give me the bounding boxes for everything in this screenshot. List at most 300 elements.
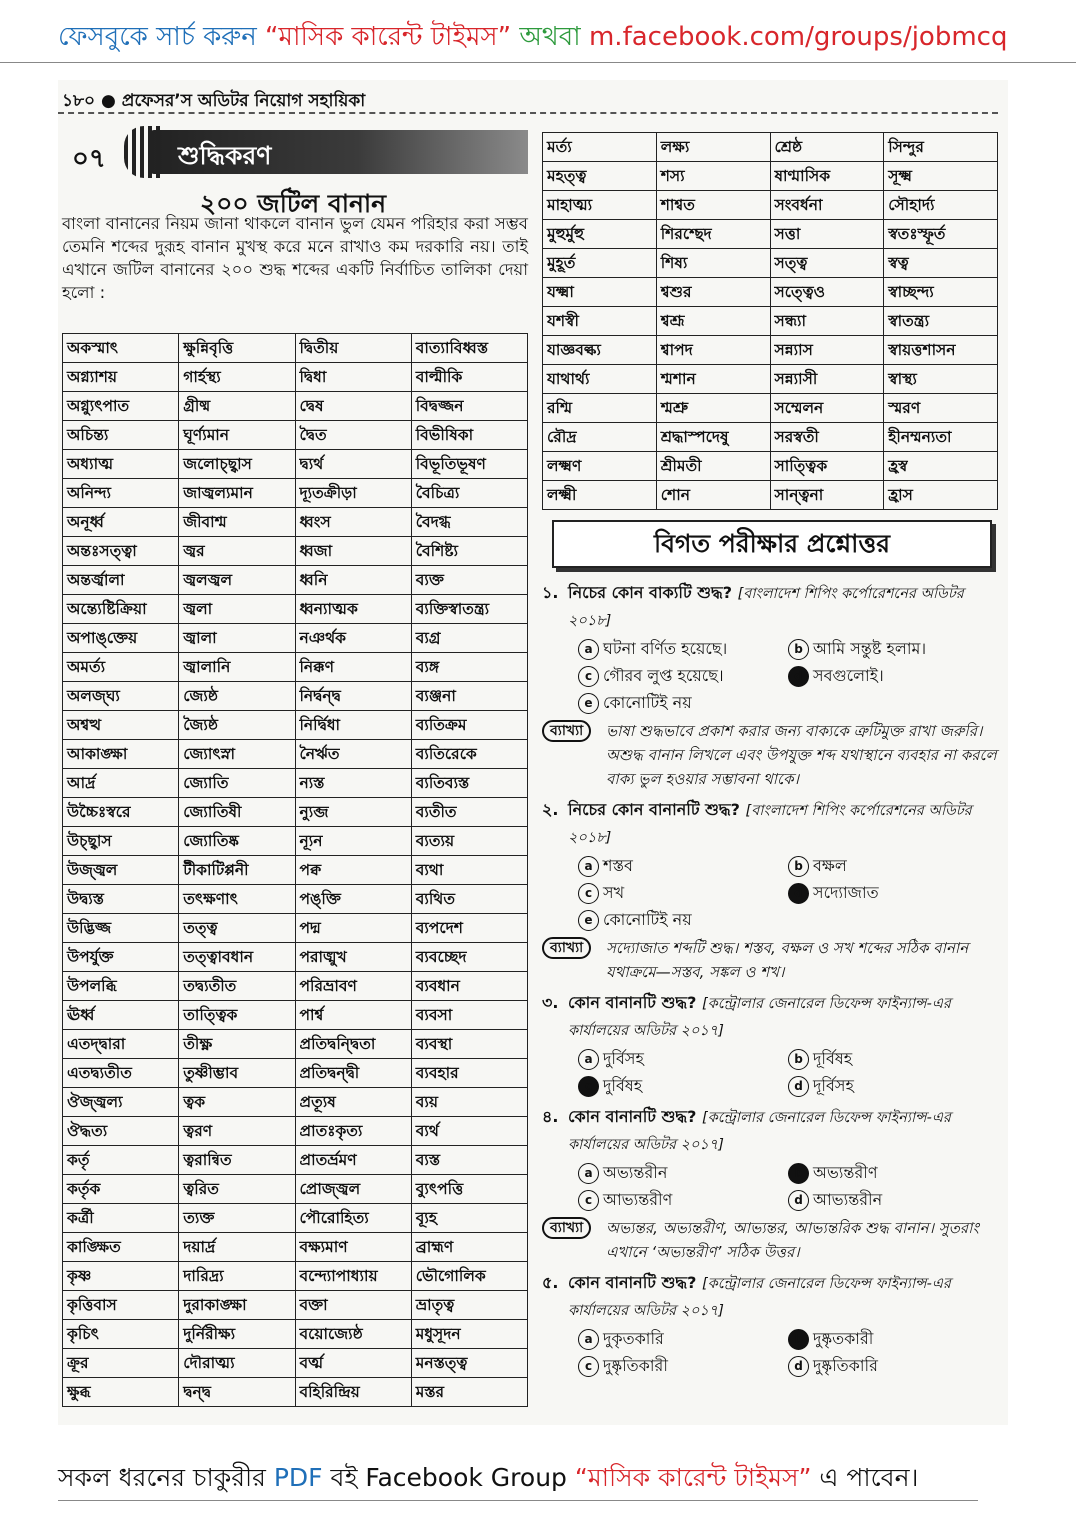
table-row <box>63 1001 528 1030</box>
answer-option <box>788 1074 998 1098</box>
word-cell: গ্রীষ্ম <box>179 392 295 421</box>
word-cell: জাজ্বল্যমান <box>179 479 295 508</box>
table-row <box>543 249 998 278</box>
table-row <box>543 191 998 220</box>
word-cell: ব্যঞ্জনা <box>411 682 527 711</box>
section-number: ০৭ <box>72 144 106 174</box>
word-cell: অলজ্ঘ্য <box>63 682 179 711</box>
question-text: নিচের কোন বানানটি শুদ্ধ? <box>568 800 740 819</box>
correct-answer-dot-icon: d <box>788 666 809 687</box>
word-cell: অকস্মাৎ <box>63 334 179 363</box>
word-cell: কৃষ্ণ <box>63 1262 179 1291</box>
option-text: বক্ষল <box>813 856 847 875</box>
word-cell: পরিভ্রাবণ <box>295 972 411 1001</box>
word-cell: শ্বশুর <box>656 278 770 307</box>
option-letter-circle-icon: b <box>788 856 809 877</box>
table-row <box>63 421 528 450</box>
header-divider <box>58 112 998 114</box>
answer-option <box>578 1161 788 1185</box>
bottom-banner-pdf: PDF <box>273 1463 323 1492</box>
word-cell: এতদ্দ্বারা <box>63 1030 179 1059</box>
option-text: অভ্যন্তরীন <box>603 1163 668 1182</box>
word-cell: সন্ধ্যা <box>770 307 884 336</box>
word-cell: ষাণ্মাসিক <box>770 162 884 191</box>
table-row <box>63 653 528 682</box>
option-text: ঘটনা বর্ণিত হয়েছে। <box>603 639 728 658</box>
word-cell: ধ্বংস <box>295 508 411 537</box>
word-cell: যাথার্থ্য <box>543 365 657 394</box>
table-row <box>63 392 528 421</box>
table-row <box>63 1030 528 1059</box>
table-row <box>543 220 998 249</box>
word-cell: ক্রূর <box>63 1349 179 1378</box>
word-cell: ক্ষুন্নিবৃত্তি <box>179 334 295 363</box>
question-source: [বাংলাদেশ শিপিং কর্পোরেশনের অডিটর ২০১৮] <box>568 803 972 846</box>
top-banner-text <box>58 16 1007 60</box>
word-cell: ব্রাহ্মণ <box>411 1233 527 1262</box>
question-text: কোন বানানটি শুদ্ধ? <box>568 1273 697 1292</box>
word-cell: সত্ত্ব <box>770 249 884 278</box>
word-cell: ধ্বন্যাত্মক <box>295 595 411 624</box>
word-cell: শ্মশ্রু <box>656 394 770 423</box>
top-banner-or: অথবা <box>519 22 581 52</box>
option-text: সবগুলোই। <box>813 666 884 685</box>
option-letter-circle-icon: a <box>578 856 599 877</box>
table-row <box>63 1088 528 1117</box>
question-number: ১. <box>542 583 559 602</box>
word-cell: উজ্জ্বল <box>63 856 179 885</box>
table-row <box>63 1059 528 1088</box>
word-cell: যক্ষ্মা <box>543 278 657 307</box>
word-cell: সরস্বতী <box>770 423 884 452</box>
word-cell: ঊর্ধ্ব <box>63 1001 179 1030</box>
answer-option <box>578 854 788 878</box>
word-cell: মাহাত্ম্য <box>543 191 657 220</box>
word-cell: প্রোজ্জ্বল <box>295 1175 411 1204</box>
word-cell: কৃত্তিবাস <box>63 1291 179 1320</box>
word-cell: ভ্রাতৃত্ব <box>411 1291 527 1320</box>
explanation <box>542 936 998 984</box>
word-cell: অচিন্ত্য <box>63 421 179 450</box>
answer-option <box>788 1354 998 1378</box>
word-cell: ত্যক্ত <box>179 1204 295 1233</box>
word-cell: রশ্মি <box>543 394 657 423</box>
table-row <box>63 1204 528 1233</box>
table-row <box>63 595 528 624</box>
word-cell: মস্তর <box>411 1378 527 1407</box>
word-cell: প্রাতর্ভ্রমণ <box>295 1146 411 1175</box>
word-cell: ব্যতিরেকে <box>411 740 527 769</box>
bottom-banner-text-1: সকল ধরনের চাকুরীর <box>58 1463 266 1492</box>
word-cell: ন্যুব্জ <box>295 798 411 827</box>
question-number: ৩. <box>542 993 559 1012</box>
word-cell: ব্যবহার <box>411 1059 527 1088</box>
answer-option <box>578 1188 788 1212</box>
explanation <box>542 1216 998 1264</box>
word-cell: পরাঙ্মুখ <box>295 943 411 972</box>
table-row <box>543 394 998 423</box>
word-cell: অন্ত্যেষ্টিক্রিয়া <box>63 595 179 624</box>
word-cell: ব্যক্তিস্বাতন্ত্র্য <box>411 595 527 624</box>
table-row <box>63 740 528 769</box>
word-cell: ত্বরান্বিত <box>179 1146 295 1175</box>
bottom-banner <box>58 1458 978 1501</box>
word-cell: অমর্ত্য <box>63 653 179 682</box>
word-cell: ন্যস্ত <box>295 769 411 798</box>
word-cell: স্বাস্থ্য <box>884 365 998 394</box>
word-cell: ত্বরণ <box>179 1117 295 1146</box>
word-cell: শ্রেষ্ঠ <box>770 133 884 162</box>
word-cell: ব্যতিক্রম <box>411 711 527 740</box>
word-cell: জ্যোতিষী <box>179 798 295 827</box>
word-cell: নঞর্থক <box>295 624 411 653</box>
table-row <box>63 334 528 363</box>
word-cell: জ্বলজ্বল <box>179 566 295 595</box>
word-cell: উচ্চৈঃস্বরে <box>63 798 179 827</box>
word-cell: ভৌগোলিক <box>411 1262 527 1291</box>
word-cell: অনূর্ধ্ব <box>63 508 179 537</box>
table-row <box>63 798 528 827</box>
table-row <box>63 537 528 566</box>
word-cell: হ্রাস <box>884 481 998 510</box>
word-cell: শ্বশ্রূ <box>656 307 770 336</box>
word-cell: তদ্ব্যতীত <box>179 972 295 1001</box>
section-title: শুদ্ধিকরণ <box>178 141 272 170</box>
option-letter-circle-icon: e <box>578 910 599 931</box>
word-cell: দুর্নিরীক্ষ্য <box>179 1320 295 1349</box>
word-cell: বক্ষ্যমাণ <box>295 1233 411 1262</box>
word-cell: অন্তর্জ্বালা <box>63 566 179 595</box>
page-header: ১৮০ ● প্রফেসর’স অডিটর নিয়োগ সহায়িকা <box>62 91 366 111</box>
option-text: কোনোটিই নয় <box>603 910 692 929</box>
table-row <box>63 1291 528 1320</box>
word-cell: হীনম্মন্যতা <box>884 423 998 452</box>
word-cell: লক্ষ্মী <box>543 481 657 510</box>
option-letter-circle-icon: b <box>788 1049 809 1070</box>
word-cell: জ্বর <box>179 537 295 566</box>
word-cell: দ্ব্যর্থ <box>295 450 411 479</box>
table-row <box>63 508 528 537</box>
question-list <box>542 574 998 1378</box>
word-cell: সৌহার্দ্য <box>884 191 998 220</box>
word-cell: ব্যয় <box>411 1088 527 1117</box>
word-cell: বৈদগ্ধ <box>411 508 527 537</box>
word-cell: ধ্বজা <box>295 537 411 566</box>
word-cell: রৌদ্র <box>543 423 657 452</box>
word-cell: পৌরোহিত্য <box>295 1204 411 1233</box>
word-cell: সান্ত্বনা <box>770 481 884 510</box>
table-row <box>63 624 528 653</box>
option-text: কোনোটিই নয় <box>603 693 692 712</box>
word-cell: বক্তা <box>295 1291 411 1320</box>
table-row <box>543 365 998 394</box>
word-cell: স্বাচ্ছন্দ্য <box>884 278 998 307</box>
option-text: দুর্বিসহ <box>603 1049 644 1068</box>
word-cell: পঙ্‌ক্তি <box>295 885 411 914</box>
explanation-text: ভাষা শুদ্ধভাবে প্রকাশ করার জন্য বাক্যকে ত্রুটিমুক্ত রাখা জরুরি। অশুদ্ধ বানান লিখলে এবং উপযুক্ত শব্দ যথাস্থানে ব্যবহার না করলে বাক্য ভুল হওয়ার সম্ভাবনা থাকে। <box>606 722 997 788</box>
answer-option <box>788 1161 998 1185</box>
word-cell: নৈর্ঋত <box>295 740 411 769</box>
question-text: নিচের কোন বাক্যটি শুদ্ধ? <box>568 583 733 602</box>
word-cell: জলোচ্ছ্বাস <box>179 450 295 479</box>
word-cell: লক্ষ্য <box>656 133 770 162</box>
options <box>542 854 998 932</box>
word-cell: উদ্ব্যস্ত <box>63 885 179 914</box>
answer-option <box>578 691 788 715</box>
option-text: দুষ্কৃতিকারি <box>813 1356 878 1375</box>
word-cell: পক্ব <box>295 856 411 885</box>
word-cell: এতদ্ব্যতীত <box>63 1059 179 1088</box>
table-row <box>543 278 998 307</box>
table-row <box>63 914 528 943</box>
word-cell: সম্মেলন <box>770 394 884 423</box>
question <box>542 1104 998 1158</box>
word-cell: জ্যোতিষ্ক <box>179 827 295 856</box>
option-text: দুর্বিষহ <box>603 1076 643 1095</box>
answer-option <box>578 1354 788 1378</box>
option-text: গৌরব লুপ্ত হয়েছে। <box>603 666 724 685</box>
word-cell: জ্বালানি <box>179 653 295 682</box>
word-cell: ব্যবচ্ছেদ <box>411 943 527 972</box>
word-cell: পদ্ম <box>295 914 411 943</box>
table-row <box>63 363 528 392</box>
exam-section-title: বিগত পরীক্ষার প্রশ্নোত্তর <box>552 520 992 568</box>
word-cell: অপাঙ্‌ক্তেয় <box>63 624 179 653</box>
word-cell: যশস্বী <box>543 307 657 336</box>
word-cell: সিন্দুর <box>884 133 998 162</box>
word-cell: স্বতঃস্ফূর্ত <box>884 220 998 249</box>
table-row <box>63 972 528 1001</box>
question <box>542 990 998 1044</box>
word-cell: জীবাশ্ম <box>179 508 295 537</box>
word-cell: গার্হস্থ্য <box>179 363 295 392</box>
word-cell: ঘূর্ণ্যমান <box>179 421 295 450</box>
question-text: কোন বানানটি শুদ্ধ? <box>568 1107 697 1126</box>
word-cell: বৈচিত্র্য <box>411 479 527 508</box>
section-bar-stripes <box>124 126 164 178</box>
word-cell: দ্বিতীয় <box>295 334 411 363</box>
word-cell: ত্বক <box>179 1088 295 1117</box>
table-row <box>63 1117 528 1146</box>
option-text: দূর্বিসহ <box>813 1076 854 1095</box>
table-row <box>543 336 998 365</box>
explanation-tag: ব্যাখ্যা <box>542 720 591 742</box>
word-cell: উপর্যুক্ত <box>63 943 179 972</box>
word-cell: ব্যগ্র <box>411 624 527 653</box>
word-cell: ব্যর্থ <box>411 1117 527 1146</box>
option-letter-circle-icon: c <box>578 1356 599 1377</box>
word-cell: ব্যথা <box>411 856 527 885</box>
option-letter-circle-icon: e <box>578 693 599 714</box>
word-cell: ব্যঙ্গ <box>411 653 527 682</box>
option-letter-circle-icon: d <box>788 1190 809 1211</box>
option-text: অভ্যন্তরীণ <box>813 1163 878 1182</box>
word-cell: মুহুর্মুহু <box>543 220 657 249</box>
word-cell: ক্ষুব্ধ <box>63 1378 179 1407</box>
word-cell: ঔজ্জ্বল্য <box>63 1088 179 1117</box>
word-cell: শাশ্বত <box>656 191 770 220</box>
word-cell: নিক্কণ <box>295 653 411 682</box>
table-row <box>543 452 998 481</box>
word-cell: শিষ্য <box>656 249 770 278</box>
top-banner-url[interactable]: m.facebook.com/groups/jobmcq <box>588 22 1008 52</box>
table-row <box>63 943 528 972</box>
word-cell: উচ্ছ্বাস <box>63 827 179 856</box>
word-cell: সত্ত্বেও <box>770 278 884 307</box>
option-letter-circle-icon: c <box>578 883 599 904</box>
word-cell: জ্বলা <box>179 595 295 624</box>
option-letter-circle-icon: b <box>788 639 809 660</box>
answer-option <box>578 1047 788 1071</box>
word-cell: স্বায়ত্তশাসন <box>884 336 998 365</box>
word-cell: প্রতিদ্বন্দ্বিতা <box>295 1030 411 1059</box>
word-cell: নির্দ্বিধা <box>295 711 411 740</box>
correct-answer-dot-icon: c <box>578 1076 599 1097</box>
top-banner-search-text: ফেসবুকে সার্চ করুন <box>58 22 257 52</box>
word-cell: জ্যোতি <box>179 769 295 798</box>
answer-option <box>788 1327 998 1351</box>
word-cell: শস্য <box>656 162 770 191</box>
question <box>542 1270 998 1324</box>
word-cell: ব্যবধান <box>411 972 527 1001</box>
word-cell: ন্যূন <box>295 827 411 856</box>
word-cell: ব্যক্ত <box>411 566 527 595</box>
word-cell: ব্যথিত <box>411 885 527 914</box>
word-cell: ব্যতিব্যস্ত <box>411 769 527 798</box>
word-cell: অগ্ন্যাশয় <box>63 363 179 392</box>
word-cell: কর্ত্রী <box>63 1204 179 1233</box>
option-letter-circle-icon: a <box>578 1163 599 1184</box>
table-row <box>63 450 528 479</box>
word-cell: অশ্বত্থ <box>63 711 179 740</box>
word-cell: দুরাকাঙ্ক্ষা <box>179 1291 295 1320</box>
table-row <box>543 133 998 162</box>
word-cell: বয়োজ্যেষ্ঠ <box>295 1320 411 1349</box>
table-row <box>63 1378 528 1407</box>
word-cell: নির্দ্বন্দ্ব <box>295 682 411 711</box>
word-cell: শ্বাপদ <box>656 336 770 365</box>
top-banner-group-name: “মাসিক কারেন্ট টাইমস” <box>265 22 512 52</box>
intro-paragraph: বাংলা বানানের নিয়ম জানা থাকলে বানান ভুল যেমন পরিহার করা সম্ভব তেমনি শব্দের দুরূহ বানান মুখস্থ করে মনে রাখাও কম দরকারি নয়। তাই এখানে জটিল বানানের ২০০ শুদ্ধ শব্দের একটি নির্বাচিত তালিকা দেয়া হলো : <box>62 214 528 302</box>
answer-option <box>578 1327 788 1351</box>
word-cell: যাজ্ঞবল্ক্য <box>543 336 657 365</box>
top-banner <box>0 0 1076 63</box>
word-cell: মর্ত্য <box>543 133 657 162</box>
section-title-bar <box>150 130 528 174</box>
table-row <box>63 1146 528 1175</box>
word-cell: মনস্তত্ত্ব <box>411 1349 527 1378</box>
option-letter-circle-icon: d <box>788 1076 809 1097</box>
options <box>542 637 998 715</box>
table-row <box>63 1349 528 1378</box>
answer-option <box>788 664 998 688</box>
word-cell: শ্রীমতী <box>656 452 770 481</box>
word-cell: ব্যত্যয় <box>411 827 527 856</box>
word-cell: কর্তৃক <box>63 1175 179 1204</box>
bottom-banner-group-name: “মাসিক কারেন্ট টাইমস” <box>574 1463 812 1492</box>
table-row <box>543 481 998 510</box>
word-cell: সংবর্ধনা <box>770 191 884 220</box>
word-cell: দ্বন্দ্ব <box>179 1378 295 1407</box>
word-cell: টীকাটিপ্পনী <box>179 856 295 885</box>
word-cell: প্রত্যূষ <box>295 1088 411 1117</box>
option-letter-circle-icon: a <box>578 1049 599 1070</box>
word-cell: ব্যুৎপত্তি <box>411 1175 527 1204</box>
question-source: [কন্ট্রোলার জেনারেল ডিফেন্স ফাইন্যান্স-এর কার্যালয়ের অডিটর ২০১৭] <box>568 996 951 1039</box>
answer-option <box>578 664 788 688</box>
word-cell: দয়ার্দ্র <box>179 1233 295 1262</box>
word-cell: প্রতিদ্বন্দ্বী <box>295 1059 411 1088</box>
word-cell: পার্শ্ব <box>295 1001 411 1030</box>
table-row <box>63 1262 528 1291</box>
question <box>542 797 998 851</box>
option-text: সদ্যোজাত <box>813 883 879 902</box>
word-cell: স্বত্ব <box>884 249 998 278</box>
spelling-table-right <box>542 132 998 510</box>
word-cell: তত্ত্ব <box>179 914 295 943</box>
word-cell: তাত্ত্বিক <box>179 1001 295 1030</box>
word-cell: শোন <box>656 481 770 510</box>
explanation-text: সদ্যোজাত শব্দটি শুদ্ধ। শস্তব, বক্ষল ও সখ শব্দের সঠিক বানান যথাক্রমে—সস্তব, সঙ্কল ও শখ। <box>606 939 969 981</box>
answer-option <box>578 908 788 932</box>
word-cell: অধ্যাত্ম <box>63 450 179 479</box>
word-cell: বিভীষিকা <box>411 421 527 450</box>
answer-option <box>788 854 998 878</box>
option-text: আভ্যন্তরীন <box>813 1190 883 1209</box>
question-source: [কন্ট্রোলার জেনারেল ডিফেন্স ফাইন্যান্স-এর কার্যালয়ের অডিটর ২০১৭] <box>568 1110 951 1153</box>
word-cell: শিরশ্ছেদ <box>656 220 770 249</box>
word-cell: দারিদ্র্য <box>179 1262 295 1291</box>
option-text: আমি সন্তুষ্ট হলাম। <box>813 639 927 658</box>
word-cell: ব্যতীত <box>411 798 527 827</box>
option-text: দুকৃতকারি <box>603 1329 664 1348</box>
word-cell: অগ্ন্যুৎপাত <box>63 392 179 421</box>
word-cell: হ্রস্ব <box>884 452 998 481</box>
word-cell: বন্দ্যোপাধ্যায় <box>295 1262 411 1291</box>
explanation-tag: ব্যাখ্যা <box>542 937 591 959</box>
question-number: ৪. <box>542 1107 559 1126</box>
word-cell: ব্যবস্থা <box>411 1030 527 1059</box>
word-cell: তত্ত্বাবধান <box>179 943 295 972</box>
correct-answer-dot-icon: d <box>788 883 809 904</box>
question-text: কোন বানানটি শুদ্ধ? <box>568 993 697 1012</box>
word-cell: স্বাতন্ত্র্য <box>884 307 998 336</box>
word-cell: ব্যস্ত <box>411 1146 527 1175</box>
word-cell: দ্যূতক্রীড়া <box>295 479 411 508</box>
word-cell: শ্মশান <box>656 365 770 394</box>
option-text: সখ <box>603 883 625 902</box>
question-number: ৫. <box>542 1273 559 1292</box>
word-cell: অন্তঃসত্ত্বা <box>63 537 179 566</box>
explanation <box>542 719 998 791</box>
word-cell: বর্ত্ম <box>295 1349 411 1378</box>
word-cell: জ্যেষ্ঠ <box>179 682 295 711</box>
word-cell: মুহূর্ত <box>543 249 657 278</box>
options <box>542 1047 998 1098</box>
word-cell: সন্ন্যাস <box>770 336 884 365</box>
correct-answer-dot-icon: b <box>788 1163 809 1184</box>
explanation-text: অভ্যন্তর, অভ্যন্তরীণ, আভ্যন্তর, আভ্যন্তরিক শুদ্ধ বানান। সুতরাং এখানে ‘অভ্যন্তরীণ’ সঠিক উত্তর। <box>606 1219 979 1261</box>
table-row <box>63 682 528 711</box>
word-cell: বিদ্বজ্জন <box>411 392 527 421</box>
word-cell: সাত্ত্বিক <box>770 452 884 481</box>
word-cell: দ্বিধা <box>295 363 411 392</box>
answer-option <box>578 637 788 661</box>
table-row <box>63 769 528 798</box>
option-text: দূর্বিষহ <box>813 1049 853 1068</box>
word-cell: মহত্ত্ব <box>543 162 657 191</box>
word-cell: কৃচিৎ <box>63 1320 179 1349</box>
